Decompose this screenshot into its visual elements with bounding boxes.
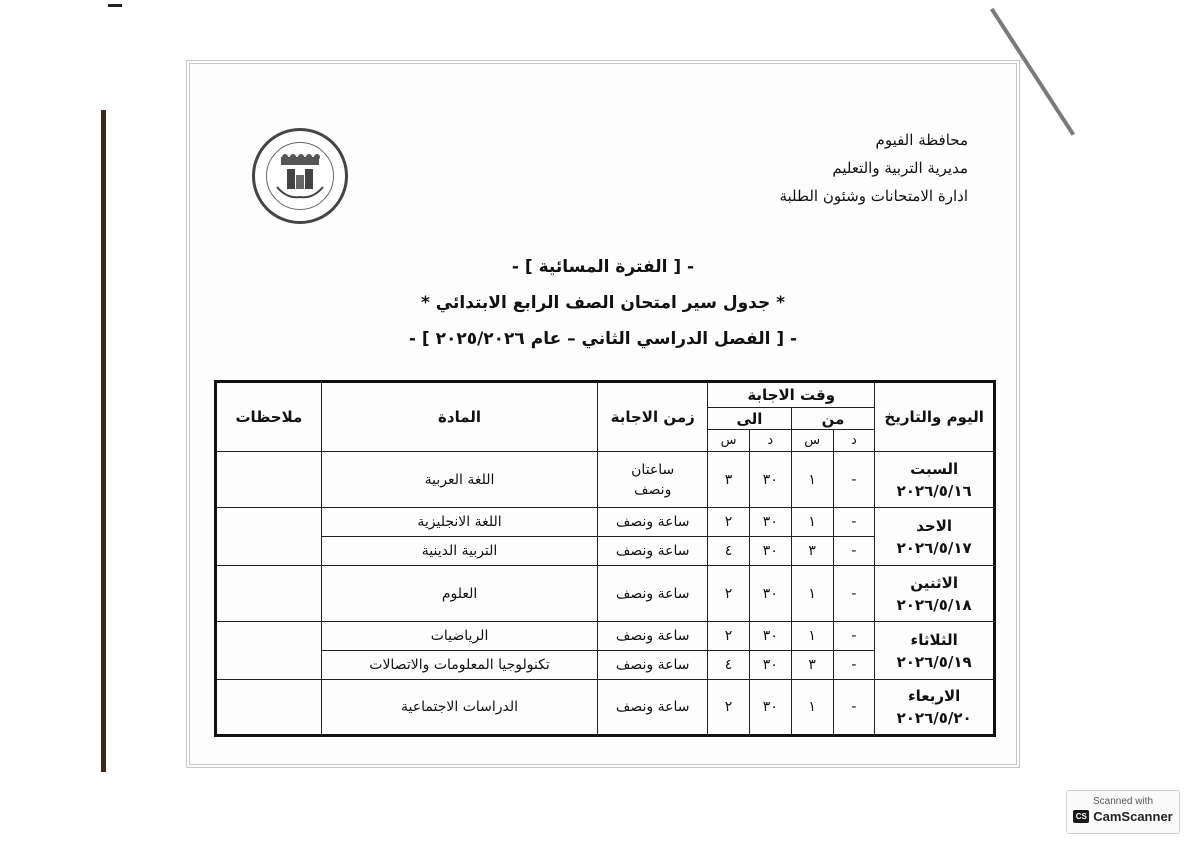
document-page <box>186 60 1020 768</box>
governorate-name: محافظة الفيوم <box>875 131 968 149</box>
duration-cell: ساعة ونصف <box>598 680 708 736</box>
header-answer-time: وقت الاجابة <box>708 382 875 408</box>
watermark-line1: Scanned with <box>1092 796 1154 807</box>
header-to: الى <box>708 408 792 430</box>
to-hours: ٤ <box>708 537 750 566</box>
subject-cell: اللغة العربية <box>321 452 598 508</box>
subject-cell: التربية الدينية <box>321 537 598 566</box>
subject-cell: الدراسات الاجتماعية <box>321 680 598 736</box>
day-date-cell <box>875 566 995 622</box>
header-subject: المادة <box>321 382 598 452</box>
to-minutes: ٣٠ <box>749 651 791 680</box>
document-titles <box>190 249 1016 357</box>
date-value: ٢٠٢٦/٥/١٧ <box>896 538 972 557</box>
from-minutes: - <box>833 651 875 680</box>
table-row <box>216 680 995 736</box>
camscanner-logo-icon: CS <box>1073 810 1089 823</box>
table-row <box>216 566 995 622</box>
notes-cell <box>216 566 322 622</box>
term-title: - [ الفصل الدراسي الثاني – عام ٢٠٢٥/٢٠٢٦ ] - <box>408 329 798 349</box>
header-from-s: س <box>791 430 833 452</box>
camscanner-watermark <box>1066 790 1180 834</box>
from-minutes: - <box>833 537 875 566</box>
from-hours: ١ <box>791 452 833 508</box>
day-name: السبت <box>910 459 959 478</box>
day-date-cell <box>875 622 995 680</box>
notes-cell <box>216 508 322 566</box>
table-row <box>216 508 995 537</box>
document-header <box>779 126 968 210</box>
duration-cell: ساعة ونصف <box>598 622 708 651</box>
date-value: ٢٠٢٦/٥/٢٠ <box>896 709 972 727</box>
from-hours: ٣ <box>791 651 833 680</box>
subject-cell: العلوم <box>321 566 598 622</box>
from-hours: ١ <box>791 508 833 537</box>
to-minutes: ٣٠ <box>749 452 791 508</box>
to-hours: ٤ <box>708 651 750 680</box>
day-name: الاحد <box>916 516 953 535</box>
to-minutes: ٣٠ <box>749 537 791 566</box>
date-value: ٢٠٢٦/٥/١٩ <box>896 652 972 671</box>
header-to-s: س <box>708 430 750 452</box>
day-name: الاربعاء <box>907 687 961 705</box>
day-date-cell <box>875 508 995 566</box>
from-minutes: - <box>833 680 875 736</box>
table-row <box>216 452 995 508</box>
notes-cell <box>216 452 322 508</box>
from-minutes: - <box>833 508 875 537</box>
to-hours: ٣ <box>708 452 750 508</box>
duration-cell: ساعة ونصف <box>598 566 708 622</box>
to-hours: ٢ <box>708 508 750 537</box>
day-name: الثلاثاء <box>910 630 958 649</box>
department-name: ادارة الامتحانات وشئون الطلبة <box>779 187 968 205</box>
header-from-d: د <box>833 430 875 452</box>
day-date-cell <box>875 452 995 508</box>
header-from: من <box>791 408 875 430</box>
header-notes: ملاحظات <box>216 382 322 452</box>
to-minutes: ٣٠ <box>749 622 791 651</box>
subject-cell: الرياضيات <box>321 622 598 651</box>
date-value: ٢٠٢٦/٥/١٦ <box>896 481 972 500</box>
directorate-name: مديرية التربية والتعليم <box>832 159 968 177</box>
duration-cell: ساعة ونصف <box>598 651 708 680</box>
to-hours: ٢ <box>708 566 750 622</box>
seal-emblem-icon <box>267 143 333 209</box>
ministry-seal-logo <box>252 128 348 224</box>
from-minutes: - <box>833 622 875 651</box>
table-row <box>216 622 995 651</box>
notes-cell <box>216 622 322 680</box>
subject-cell: تكنولوجيا المعلومات والاتصالات <box>321 651 598 680</box>
watermark-brand <box>1067 809 1179 824</box>
schedule-title: * جدول سير امتحان الصف الرابع الابتدائي * <box>420 293 786 313</box>
date-value: ٢٠٢٦/٥/١٨ <box>896 595 972 614</box>
from-hours: ٣ <box>791 537 833 566</box>
to-hours: ٢ <box>708 622 750 651</box>
to-hours: ٢ <box>708 680 750 736</box>
from-hours: ١ <box>791 622 833 651</box>
from-minutes: - <box>833 452 875 508</box>
to-minutes: ٣٠ <box>749 680 791 736</box>
duration-cell: ساعتان ونصف <box>598 452 708 508</box>
period-title: - [ الفترة المسائية ] - <box>511 257 695 277</box>
scan-edge <box>101 110 106 772</box>
exam-schedule-table <box>214 380 996 737</box>
duration-cell: ساعة ونصف <box>598 537 708 566</box>
from-hours: ١ <box>791 566 833 622</box>
from-minutes: - <box>833 566 875 622</box>
day-name: الاثنين <box>910 573 958 592</box>
scan-artifact <box>108 4 122 7</box>
to-minutes: ٣٠ <box>749 508 791 537</box>
header-day-date: اليوم والتاريخ <box>875 382 995 452</box>
from-hours: ١ <box>791 680 833 736</box>
to-minutes: ٣٠ <box>749 566 791 622</box>
notes-cell <box>216 680 322 736</box>
day-date-cell <box>875 680 995 736</box>
duration-cell: ساعة ونصف <box>598 508 708 537</box>
subject-cell: اللغة الانجليزية <box>321 508 598 537</box>
header-to-d: د <box>749 430 791 452</box>
watermark-line2: CamScanner <box>1093 809 1173 824</box>
header-duration: زمن الاجابة <box>598 382 708 452</box>
